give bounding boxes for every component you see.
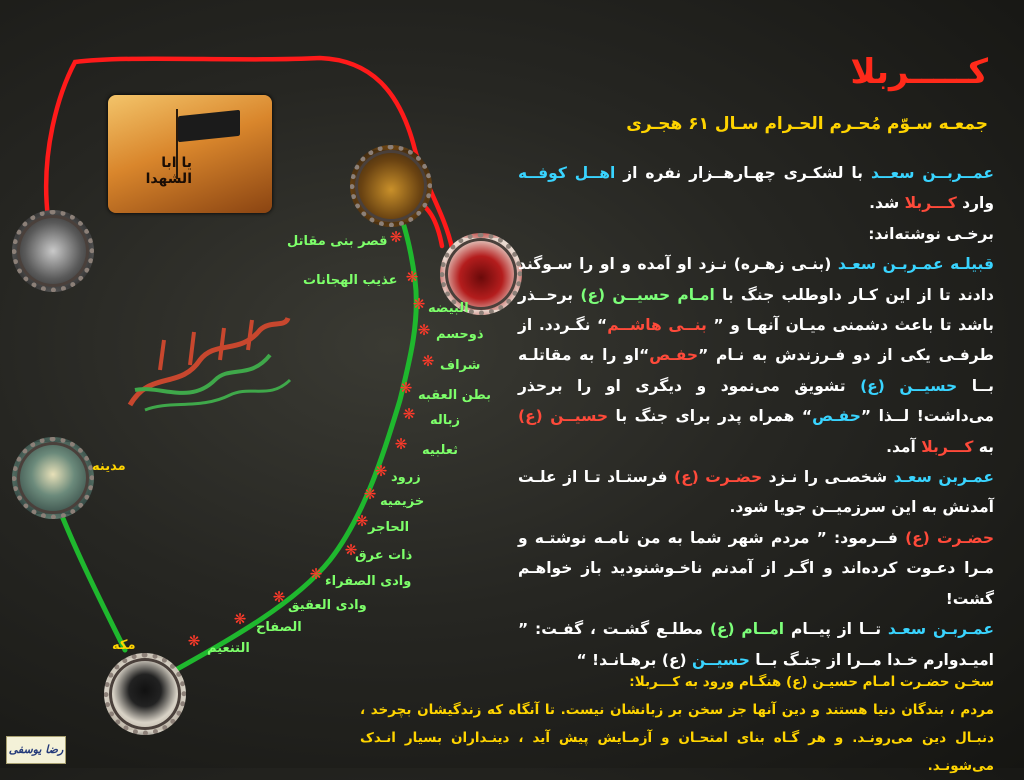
text-segment: کـــربلا: [921, 437, 974, 456]
text-segment: وارد: [956, 194, 994, 213]
text-segment: شد.: [869, 194, 905, 213]
station-marker-icon: ❋: [344, 541, 358, 559]
station-marker-icon: ❋: [421, 352, 435, 370]
text-segment: تشویق می‌نمود و دیگری او را برحذر می‌داشت! لــذا ”: [518, 376, 994, 426]
shrine-dome-circle: [350, 145, 432, 227]
text-segment: حسیــن (ع): [860, 376, 958, 395]
station-label: وادی العقیق: [288, 598, 367, 613]
ya-aba-abdillah-calligraphy: [120, 310, 295, 420]
text-segment: با لشکـری چهـارهــزار نفره از: [615, 164, 871, 182]
station-label: خزیمیه: [380, 494, 425, 509]
text-segment: آمد.: [886, 437, 922, 456]
text-segment: قبیلـه عمـربـن سعـد: [837, 255, 994, 274]
narrative-paragraph: [518, 614, 994, 675]
station-label: قصر بنی مقاتل: [287, 234, 388, 249]
text-segment: شخصـی را نـزد: [762, 468, 894, 487]
narrative-paragraph: [518, 249, 994, 462]
makka-kaaba-circle: [104, 653, 186, 735]
station-label: شراف: [440, 358, 481, 373]
kufa-circle: [12, 210, 94, 292]
author-signature: رضا یوسفی: [6, 736, 66, 764]
speech-text: مردم ، بندگان دنیا هستند و دین آنها جز سخن بر زبانشان نیست. تا آنگاه که زندگیشان بچرخد ، دنبـال دین می‌رونـد. و هر گـاه بنای امتحـان و آزمـایش پیش آید ، دینـداران بسیار انـدک می‌شونـد.: [360, 702, 994, 774]
station-label: ثعلبیه: [422, 443, 459, 458]
station-label: البیضه: [428, 301, 469, 316]
text-segment: (ع) برهـانـد! “: [576, 650, 693, 669]
station-label: التنعیم: [207, 641, 250, 656]
text-segment: بنــی هاشــم: [607, 316, 707, 335]
station-marker-icon: ❋: [363, 485, 377, 503]
station-marker-icon: ❋: [405, 268, 419, 286]
text-segment: حضـرت (ع): [905, 528, 994, 547]
text-segment: فرستـاد تـا از علـت آمدنش به این سرزمیــن جویا شود.: [518, 468, 994, 517]
station-marker-icon: ❋: [399, 379, 413, 397]
text-segment: “ نگـردد. از طرفـی یکی از دو فـرزندش به نـام ”: [518, 316, 994, 365]
madina-circle: [12, 437, 94, 519]
station-marker-icon: ❋: [187, 632, 201, 650]
text-segment: کـــربلا: [904, 194, 957, 213]
text-segment: حفـص: [649, 346, 699, 365]
station-label: عذیب الهجانات: [303, 273, 398, 288]
station-marker-icon: ❋: [394, 435, 408, 453]
text-segment: حضـرت (ع): [674, 468, 763, 487]
narrative-paragraph: [518, 523, 994, 614]
speech-heading: سخـن حضـرت امـام حسیـن (ع) هنگـام ورود به کـــربلا:: [629, 674, 994, 690]
text-segment: (بنـی زهـره) نـزد او آمده و او را سـوگند دادند تا از این کـار داوطلب جنگ با: [518, 255, 994, 304]
station-marker-icon: ❋: [309, 565, 323, 583]
text-segment: به: [973, 437, 994, 456]
station-marker-icon: ❋: [374, 462, 388, 480]
text-segment: تــا از پیــام: [784, 620, 888, 639]
black-flag-icon: [178, 110, 240, 143]
station-label: الحاجر: [368, 520, 410, 535]
text-segment: امـام حسیــن (ع): [580, 285, 715, 304]
makka-label: مکه: [112, 638, 136, 653]
text-segment: حفـص: [812, 407, 861, 426]
station-marker-icon: ❋: [417, 321, 431, 339]
text-segment: “او را به مقاتلـه بــا: [518, 346, 994, 395]
text-segment: فــرمود: ” مردم شهر شما به من نامـه نوشتـه و مـرا دعـوت کرده‌اند و اگـر از آمدنم ناخـوشنودید باز خواهـم گشت!: [518, 528, 994, 608]
text-segment: عمـربـن سعـد: [887, 620, 995, 639]
station-label: بطن العقبه: [418, 388, 491, 403]
narrative-paragraph: [518, 462, 994, 523]
station-marker-icon: ❋: [233, 610, 247, 628]
station-label: زباله: [430, 413, 461, 428]
station-label: ذوحسم: [436, 327, 484, 342]
text-segment: حسیــن: [692, 650, 750, 669]
station-label: ذات عرق: [355, 548, 413, 563]
station-marker-icon: ❋: [389, 228, 403, 246]
station-marker-icon: ❋: [402, 405, 416, 423]
station-marker-icon: ❋: [272, 588, 286, 606]
station-label: زرود: [391, 470, 421, 485]
text-segment: حسیــن (ع): [518, 407, 609, 426]
station-label: وادی الصفراء: [325, 574, 412, 589]
text-segment: برحــذر باشد تا باعث دشمنی میـان آنهـا و ”: [518, 285, 994, 335]
station-marker-icon: ❋: [412, 295, 426, 313]
mourning-flag-thumbnail: [108, 95, 272, 213]
text-segment: اهــل کوفــه: [518, 164, 616, 182]
text-segment: مطلـع گشـت ، گفـت: ” امیـدوارم خـدا مــرا از جنـگ بــا: [518, 620, 994, 669]
narrative-paragraph: [518, 158, 994, 219]
imam-speech: [360, 668, 994, 780]
text-segment: “ همراه پدر برای جنگ با: [608, 407, 813, 426]
page-title: کـــــربلا: [850, 52, 988, 92]
text-segment: عمــربــن سعــد: [870, 164, 994, 182]
text-segment: عمـربن سعـد: [893, 468, 995, 487]
makka-karbala-green-route: [140, 188, 416, 690]
madina-label: مدینه: [92, 459, 126, 474]
station-marker-icon: ❋: [355, 512, 369, 530]
narrative-paragraph: برخـی نوشته‌اند:: [868, 224, 994, 243]
station-label: الصفاح: [256, 620, 302, 635]
page-subtitle: جمعـه سـوّم مُحـرم الحـرام سـال ۶۱ هجـری: [626, 114, 988, 134]
narrative-text: [518, 158, 994, 675]
thumbnail-caption: یا ابا الشهدا: [145, 155, 192, 187]
text-segment: امــام (ع): [709, 620, 785, 639]
